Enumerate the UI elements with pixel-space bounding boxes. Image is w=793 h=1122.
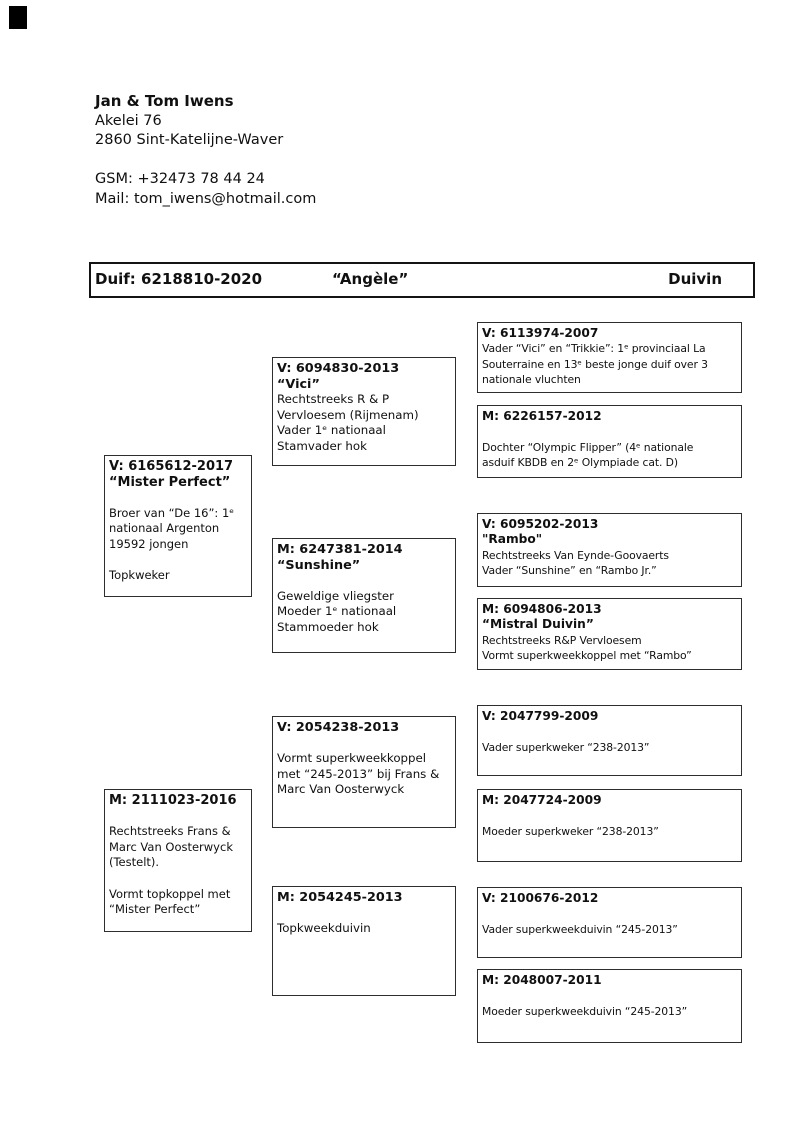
- pedigree-box-text: [277, 906, 451, 922]
- pedigree-box-text: Souterraine en 13ᵉ beste jonge duif over 3: [482, 357, 708, 371]
- ring-number-label: Duif: 6218810-2020: [95, 270, 263, 288]
- pedigree-box-great-grandmother-2: [477, 598, 742, 670]
- pedigree-box-heading: V: 2047799-2009: [482, 709, 599, 723]
- pedigree-box-great-grandfather-3: [477, 705, 742, 776]
- pedigree-box-text: 19592 jongen: [109, 536, 189, 551]
- pedigree-box-text: Broer van “De 16”: 1ᵉ: [109, 505, 235, 520]
- pedigree-box-text: [109, 809, 247, 825]
- pedigree-box-text: [482, 808, 737, 823]
- pedigree-box-text: Vormt superkweekkoppel: [277, 751, 427, 766]
- pedigree-box-text: [277, 736, 451, 752]
- pedigree-box-text: Topkweker: [109, 568, 170, 583]
- pedigree-box-heading: "Rambo": [482, 532, 543, 547]
- pedigree-box-text: nationaal Argenton: [109, 521, 220, 536]
- owner-street: Akelei 76: [95, 112, 162, 129]
- pedigree-box-great-grandfather-2: [477, 513, 742, 587]
- pedigree-box-great-grandfather-4: [477, 887, 742, 958]
- pedigree-box-text: Rechtstreeks Frans &: [109, 824, 231, 839]
- pedigree-box-text: [109, 553, 247, 569]
- pedigree-box-text: nationale vluchten: [482, 372, 581, 386]
- owner-mail: Mail: tom_iwens@hotmail.com: [95, 190, 317, 207]
- pedigree-box-text: [482, 724, 737, 739]
- pedigree-box-text: Geweldige vliegster: [277, 588, 395, 603]
- pedigree-box-text: [482, 424, 737, 439]
- pedigree-box-maternal-grandfather: [272, 716, 456, 828]
- pedigree-box-text: Rechtstreeks R & P: [277, 392, 390, 407]
- bird-sex-label: Duivin: [668, 270, 722, 288]
- letterhead-spacer: [95, 151, 316, 171]
- pedigree-box-text: Vormt topkoppel met: [109, 886, 231, 901]
- pedigree-box-text: Vader 1ᵉ nationaal: [277, 423, 386, 438]
- pedigree-box-text: (Testelt).: [109, 855, 160, 870]
- letterhead: [95, 92, 316, 209]
- pedigree-box-heading: V: 2100676-2012: [482, 891, 599, 905]
- pedigree-box-mother: [104, 789, 252, 932]
- pedigree-box-heading: V: 2054238-2013: [277, 720, 400, 735]
- pedigree-box-great-grandfather-1: [477, 322, 742, 393]
- pedigree-box-text: Moeder superkweker “238-2013”: [482, 824, 659, 838]
- pedigree-box-father: [104, 455, 252, 597]
- pedigree-box-heading: M: 2111023-2016: [109, 793, 237, 808]
- pedigree-box-text: asduif KBDB en 2ᵉ Olympiade cat. D): [482, 455, 679, 469]
- pedigree-box-text: Vormt superkweekkoppel met “Rambo”: [482, 648, 692, 662]
- pedigree-box-text: Vader superkweker “238-2013”: [482, 740, 650, 754]
- pedigree-box-heading: “Sunshine”: [277, 557, 361, 573]
- pedigree-box-maternal-grandmother: [272, 886, 456, 996]
- pedigree-box-text: Vader “Sunshine” en “Rambo Jr.”: [482, 563, 657, 577]
- pedigree-box-text: Rechtstreeks R&P Vervloesem: [482, 633, 642, 647]
- pedigree-box-text: Moeder superkweekduivin “245-2013”: [482, 1004, 688, 1018]
- pedigree-box-text: Stamvader hok: [277, 438, 367, 453]
- pedigree-box-paternal-grandmother: [272, 538, 456, 653]
- pedigree-box-text: Vervloesem (Rijmenam): [277, 407, 419, 422]
- owner-gsm: GSM: +32473 78 44 24: [95, 171, 265, 187]
- pedigree-box-great-grandmother-4: [477, 969, 742, 1043]
- pedigree-box-text: Marc Van Oosterwyck: [277, 782, 405, 797]
- pedigree-box-heading: M: 2047724-2009: [482, 793, 602, 807]
- pedigree-box-heading: M: 2048007-2011: [482, 973, 602, 987]
- pedigree-box-text: [109, 871, 247, 887]
- pedigree-box-text: met “245-2013” bij Frans &: [277, 766, 440, 781]
- bird-name-label: “Angèle”: [332, 270, 409, 288]
- pedigree-box-heading: M: 6247381-2014: [277, 542, 403, 557]
- pedigree-box-text: Vader superkweekduivin “245-2013”: [482, 922, 678, 936]
- pedigree-box-text: [109, 490, 247, 506]
- pedigree-box-text: [482, 988, 737, 1003]
- pedigree-box-heading: “Vici”: [277, 376, 320, 392]
- pedigree-box-heading: V: 6165612-2017: [109, 459, 234, 474]
- pedigree-box-text: Topkweekduivin: [277, 921, 371, 936]
- pedigree-box-great-grandmother-1: [477, 405, 742, 478]
- scan-corner-mark: [9, 6, 27, 29]
- pedigree-box-text: Marc Van Oosterwyck: [109, 839, 233, 854]
- pedigree-box-text: Dochter “Olympic Flipper” (4ᵉ nationale: [482, 440, 694, 454]
- pedigree-box-heading: M: 6094806-2013: [482, 602, 602, 616]
- pedigree-box-text: “Mister Perfect”: [109, 902, 201, 917]
- pedigree-box-heading: V: 6113974-2007: [482, 326, 599, 340]
- pedigree-box-heading: M: 6226157-2012: [482, 409, 602, 423]
- pedigree-box-heading: V: 6095202-2013: [482, 517, 599, 531]
- pedigree-box-heading: V: 6094830-2013: [277, 361, 400, 376]
- bird-title-bar: [89, 262, 755, 298]
- pedigree-box-text: Vader “Vici” en “Trikkie”: 1ᵉ provinciaal La: [482, 342, 706, 356]
- pedigree-box-heading: M: 2054245-2013: [277, 890, 403, 905]
- pedigree-box-text: [277, 573, 451, 589]
- owner-name: Jan & Tom Iwens: [95, 92, 234, 110]
- pedigree-box-text: Stammoeder hok: [277, 619, 379, 634]
- pedigree-box-text: Rechtstreeks Van Eynde-Goovaerts: [482, 548, 669, 562]
- pedigree-box-great-grandmother-3: [477, 789, 742, 862]
- owner-city: 2860 Sint-Katelijne-Waver: [95, 132, 284, 148]
- pedigree-box-text: Moeder 1ᵉ nationaal: [277, 604, 397, 619]
- pedigree-box-heading: “Mistral Duivin”: [482, 617, 594, 632]
- pedigree-box-text: [482, 906, 737, 921]
- pedigree-box-paternal-grandfather: [272, 357, 456, 466]
- pedigree-box-heading: “Mister Perfect”: [109, 474, 231, 490]
